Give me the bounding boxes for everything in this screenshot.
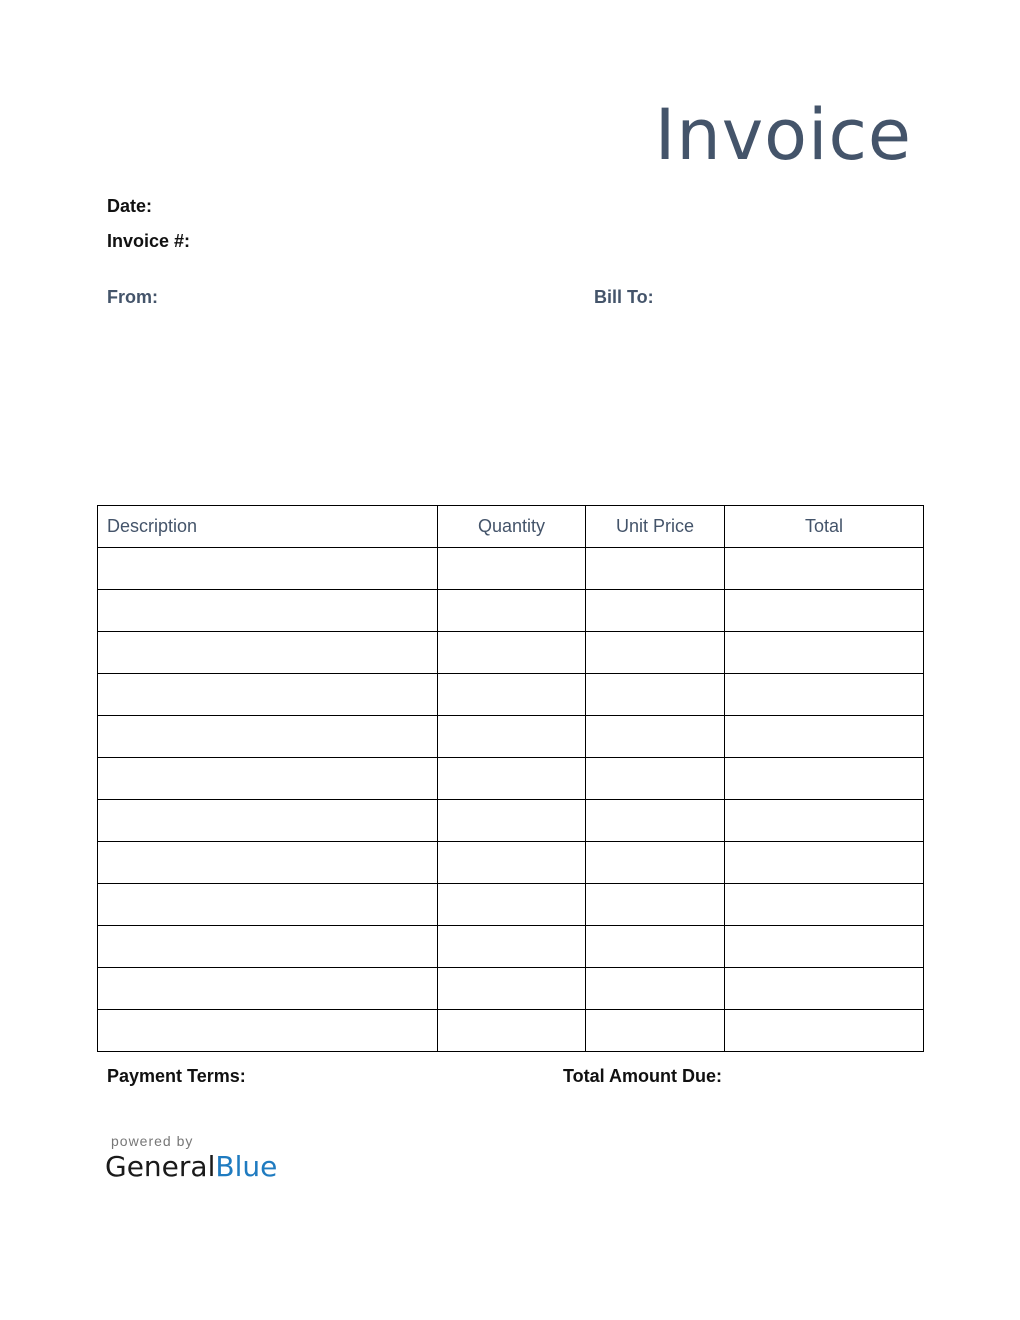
total-cell[interactable] [725, 548, 924, 590]
table-row [98, 884, 924, 926]
description-cell[interactable] [98, 968, 438, 1010]
unit-price-cell[interactable] [586, 632, 725, 674]
brand-logo-blue: Blue [215, 1150, 278, 1183]
unit-price-cell[interactable] [586, 674, 725, 716]
invoice-title: Invoice [654, 94, 912, 176]
total-cell[interactable] [725, 968, 924, 1010]
line-items-table [97, 505, 924, 1052]
unit-price-cell[interactable] [586, 716, 725, 758]
total-cell[interactable] [725, 884, 924, 926]
quantity-cell[interactable] [438, 1010, 586, 1052]
description-cell[interactable] [98, 842, 438, 884]
table-row [98, 1010, 924, 1052]
brand-logo-general: General [105, 1150, 216, 1183]
unit-price-cell[interactable] [586, 884, 725, 926]
description-cell[interactable] [98, 590, 438, 632]
unit-price-cell[interactable] [586, 758, 725, 800]
total-cell[interactable] [725, 716, 924, 758]
quantity-cell[interactable] [438, 758, 586, 800]
description-cell[interactable] [98, 548, 438, 590]
quantity-cell[interactable] [438, 548, 586, 590]
column-header-total: Total [725, 506, 924, 548]
column-header-unit-price: Unit Price [586, 506, 725, 548]
from-label: From: [107, 287, 158, 307]
total-cell[interactable] [725, 632, 924, 674]
table-row [98, 716, 924, 758]
line-items-body [98, 548, 924, 1052]
total-cell[interactable] [725, 674, 924, 716]
description-cell[interactable] [98, 674, 438, 716]
total-cell[interactable] [725, 842, 924, 884]
description-cell[interactable] [98, 632, 438, 674]
column-header-quantity: Quantity [438, 506, 586, 548]
bill-to-label: Bill To: [594, 287, 654, 307]
total-amount-due-label: Total Amount Due: [563, 1066, 722, 1086]
unit-price-cell[interactable] [586, 842, 725, 884]
powered-by-text: powered by [111, 1133, 194, 1149]
table-row [98, 674, 924, 716]
quantity-cell[interactable] [438, 842, 586, 884]
quantity-cell[interactable] [438, 716, 586, 758]
payment-terms-label: Payment Terms: [107, 1066, 246, 1086]
quantity-cell[interactable] [438, 884, 586, 926]
date-label: Date: [107, 196, 153, 216]
unit-price-cell[interactable] [586, 926, 725, 968]
table-row [98, 590, 924, 632]
column-header-description: Description [98, 506, 438, 548]
quantity-cell[interactable] [438, 632, 586, 674]
table-row [98, 758, 924, 800]
total-cell[interactable] [725, 926, 924, 968]
description-cell[interactable] [98, 926, 438, 968]
table-row [98, 632, 924, 674]
quantity-cell[interactable] [438, 590, 586, 632]
table-row [98, 842, 924, 884]
unit-price-cell[interactable] [586, 968, 725, 1010]
total-cell[interactable] [725, 590, 924, 632]
description-cell[interactable] [98, 758, 438, 800]
unit-price-cell[interactable] [586, 800, 725, 842]
quantity-cell[interactable] [438, 674, 586, 716]
total-cell[interactable] [725, 800, 924, 842]
quantity-cell[interactable] [438, 800, 586, 842]
table-row [98, 800, 924, 842]
quantity-cell[interactable] [438, 926, 586, 968]
unit-price-cell[interactable] [586, 1010, 725, 1052]
brand-logo[interactable] [105, 1150, 277, 1184]
table-header-row [98, 506, 924, 548]
total-cell[interactable] [725, 1010, 924, 1052]
table-row [98, 548, 924, 590]
description-cell[interactable] [98, 1010, 438, 1052]
total-cell[interactable] [725, 758, 924, 800]
description-cell[interactable] [98, 884, 438, 926]
quantity-cell[interactable] [438, 968, 586, 1010]
unit-price-cell[interactable] [586, 590, 725, 632]
unit-price-cell[interactable] [586, 548, 725, 590]
invoice-number-label: Invoice #: [107, 231, 191, 251]
table-row [98, 968, 924, 1010]
description-cell[interactable] [98, 716, 438, 758]
table-row [98, 926, 924, 968]
description-cell[interactable] [98, 800, 438, 842]
